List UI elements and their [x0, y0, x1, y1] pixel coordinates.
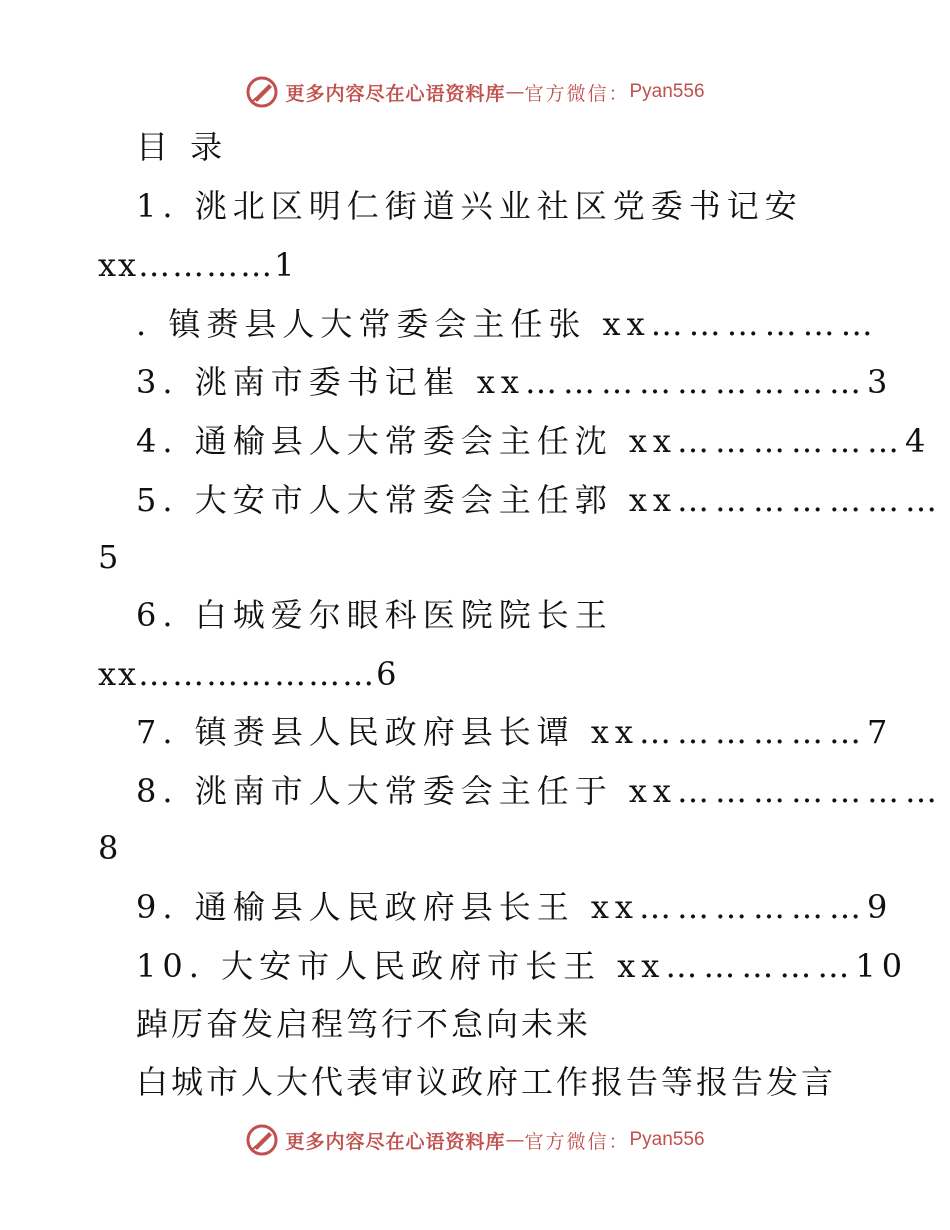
quill-logo-icon: [245, 1123, 279, 1157]
banner-brand: 更多内容尽在心语资料库: [285, 82, 506, 105]
banner-wechat-handle: Pyan556: [629, 1129, 705, 1150]
toc-line: . 镇赉县人大常委会主任张 xx………………: [136, 305, 879, 343]
toc-title: 目 录: [136, 128, 229, 166]
toc-line: xx…………1: [98, 246, 297, 284]
section-heading: 白城市人大代表审议政府工作报告等报告发言: [136, 1063, 837, 1101]
quill-logo-icon: [245, 75, 279, 109]
footer-watermark: [0, 1118, 950, 1162]
banner-brand: 更多内容尽在心语资料库: [285, 1130, 506, 1153]
banner-wechat-handle: Pyan556: [629, 81, 705, 102]
toc-line: 9. 通榆县人民政府县长王 xx………………9: [136, 888, 894, 926]
toc-line: 10. 大安市人民政府市长王 xx……………10: [136, 947, 909, 985]
toc-line: xx…………………6: [98, 655, 399, 693]
banner-wechat-label: 官方微信：: [524, 82, 630, 105]
banner-wechat-label: 官方微信：: [524, 1130, 630, 1153]
toc-line: 1. 洮北区明仁街道兴业社区党委书记安: [136, 187, 803, 225]
toc-line: 7. 镇赉县人民政府县长谭 xx………………7: [136, 713, 894, 751]
toc-line: 8: [98, 829, 125, 867]
banner-dash: —: [505, 1129, 525, 1151]
section-heading: 踔厉奋发启程笃行不怠向未来: [136, 1005, 592, 1043]
toc-line: 3. 洮南市委书记崔 xx………………………3: [136, 363, 894, 401]
toc-line: 6. 白城爱尔眼科医院院长王: [136, 596, 613, 634]
toc-line: 4. 通榆县人大常委会主任沈 xx………………4: [136, 422, 932, 460]
toc-line: 5. 大安市人大常委会主任郭 xx…………………: [136, 481, 943, 519]
toc-line: 5: [98, 538, 125, 576]
header-watermark: [0, 70, 950, 114]
toc-line: 8. 洮南市人大常委会主任于 xx…………………: [136, 772, 943, 810]
banner-dash: —: [505, 81, 525, 103]
